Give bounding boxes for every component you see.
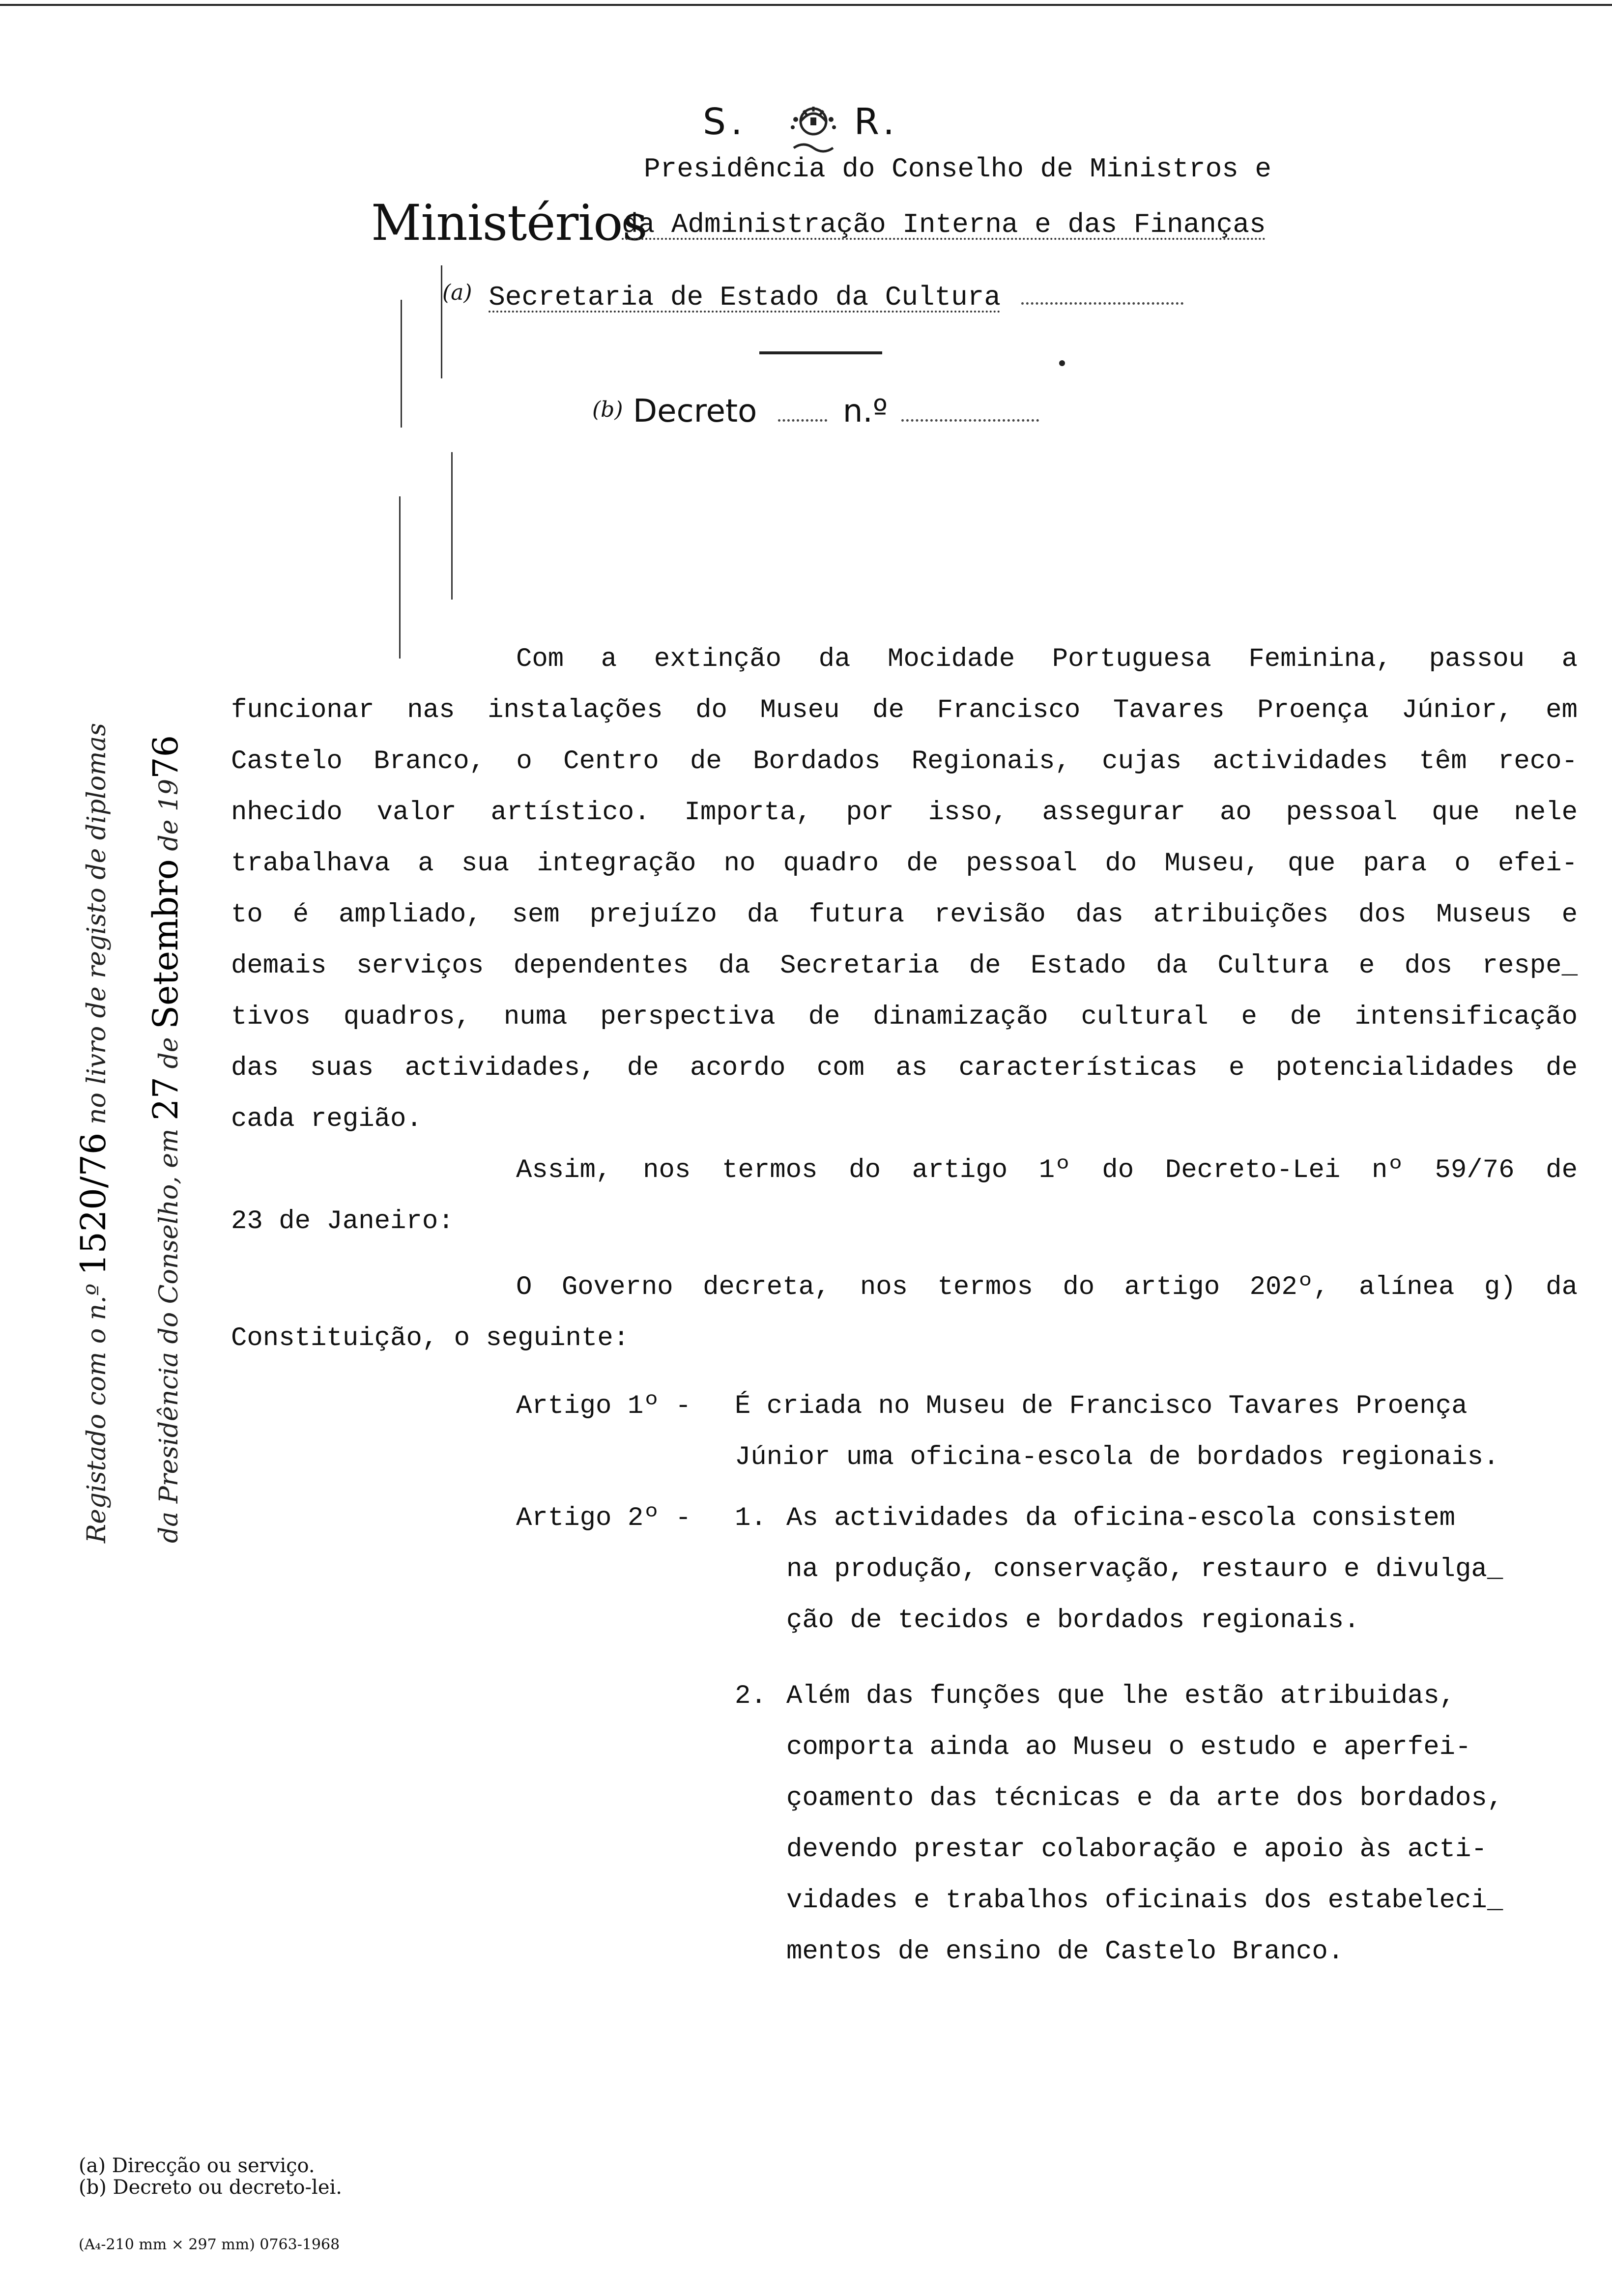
decreto-line: [592, 393, 1039, 430]
emblem-left-letter: S.: [703, 101, 748, 143]
text-line: Júnior uma oficina-escola de bordados regionais.: [735, 1442, 1499, 1472]
ink-dot: [1059, 360, 1065, 366]
note-mark-b: (b): [592, 397, 623, 422]
text-line: das suas actividades, de acordo com as características e potencialidades de: [231, 1053, 1578, 1083]
ministerios-departments: da Administração Interna e das Finanças: [622, 209, 1266, 240]
registration-line-1: Registado com o n.º 1520/76 no livro de registo de diplomas: [73, 723, 114, 1543]
text-line: demais serviços dependentes da Secretaria de Estado da Cultura e dos respe_: [231, 951, 1578, 981]
note-mark-a: (a): [442, 280, 472, 305]
decreto-leader-short: [778, 419, 827, 422]
form-reference: (A₄-210 mm × 297 mm) 0763-1968: [79, 2236, 340, 2253]
decreto-number-label: n.º: [842, 393, 888, 430]
text-line: tivos quadros, numa perspectiva de dinamização cultural e de intensificação: [231, 1002, 1578, 1032]
preamble-paragraph: [231, 634, 1578, 1364]
secretaria-line: [442, 280, 1183, 313]
article-2-item-1-text: [786, 1493, 1503, 1646]
text-line: Além das funções que lhe estão atribuidas,: [786, 1681, 1456, 1711]
text-line: Com a extinção da Mocidade Portuguesa Feminina, passou a: [516, 644, 1578, 674]
decreto-leader-long: [901, 419, 1039, 422]
top-border-line: [0, 4, 1612, 6]
text-line: 23 de Janeiro:: [231, 1206, 454, 1236]
decreto-label: Decreto: [633, 393, 757, 430]
text-line: comporta ainda ao Museu o estudo e aperfei-: [786, 1732, 1471, 1762]
footnote-a: (a) Direcção ou serviço.: [79, 2154, 315, 2177]
text-line: vidades e trabalhos oficinais dos estabeleci_: [786, 1886, 1503, 1916]
text-line: devendo prestar colaboração e apoio às acti-: [786, 1835, 1487, 1865]
legal-basis: Assim, nos termos do artigo 1º do Decreto-Lei nº 59/76 de: [516, 1155, 1578, 1185]
ministerios-heading: Ministérios: [371, 194, 647, 252]
text-line: trabalhava a sua integração no quadro de pessoal do Museu, que para o efei-: [231, 849, 1578, 879]
footnote-b: (b) Decreto ou decreto-lei.: [79, 2176, 343, 2199]
article-2-label: Artigo 2º -: [516, 1503, 691, 1533]
text-line: funcionar nas instalações do Museu de Francisco Tavares Proença Júnior, em: [231, 695, 1578, 725]
text-line: [231, 1145, 1578, 1196]
registration-number: 1520/76: [73, 1132, 114, 1276]
article-2-item-1-number: 1.: [735, 1503, 767, 1533]
registration-line-2: da Presidência do Conselho, em 27 de Setembro de 1976: [145, 735, 186, 1543]
text-line: [231, 1262, 1578, 1313]
pen-stroke: [451, 452, 453, 600]
registration-month: Setembro: [145, 859, 186, 1029]
secretaria-leader: [1021, 302, 1183, 305]
text-line: to é ampliado, sem prejuízo da futura revisão das atribuições dos Museus e: [231, 900, 1578, 930]
header-divider: [759, 351, 882, 354]
text-line: nhecido valor artístico. Importa, por isso, assegurar ao pessoal que nele: [231, 798, 1578, 828]
article-1-text: [735, 1381, 1499, 1483]
registration-year: 76: [145, 735, 186, 779]
registration-day: 27: [145, 1077, 186, 1121]
republic-seal-icon: [784, 101, 843, 157]
text-line: As actividades da oficina-escola consistem: [786, 1503, 1456, 1533]
text-line: cada região.: [231, 1104, 422, 1134]
text-line: mentos de ensino de Castelo Branco.: [786, 1937, 1344, 1967]
enacting-clause: O Governo decreta, nos termos do artigo 202º, alínea g) da: [516, 1272, 1578, 1302]
secretaria-name: Secretaria de Estado da Cultura: [489, 282, 1001, 313]
pen-stroke: [401, 300, 402, 428]
text-line: Castelo Branco, o Centro de Bordados Regionais, cujas actividades têm reco-: [231, 746, 1578, 776]
text-line: Constituição, o seguinte:: [231, 1323, 630, 1353]
article-2-item-2-text: [786, 1671, 1503, 1978]
text-line: na produção, conservação, restauro e divulga_: [786, 1554, 1503, 1584]
registration-note: [59, 723, 203, 1543]
text-line: É criada no Museu de Francisco Tavares Proença: [735, 1391, 1468, 1421]
emblem-right-letter: R.: [854, 101, 899, 143]
footnotes: [79, 2155, 342, 2198]
article-2-item-2-number: 2.: [735, 1681, 767, 1711]
text-line: ção de tecidos e bordados regionais.: [786, 1606, 1360, 1636]
pen-stroke: [441, 265, 442, 378]
presidencia-line: Presidência do Conselho de Ministros e: [644, 153, 1272, 185]
text-line: çoamento das técnicas e da arte dos bordados,: [786, 1783, 1503, 1813]
article-1-label: Artigo 1º -: [516, 1391, 691, 1421]
